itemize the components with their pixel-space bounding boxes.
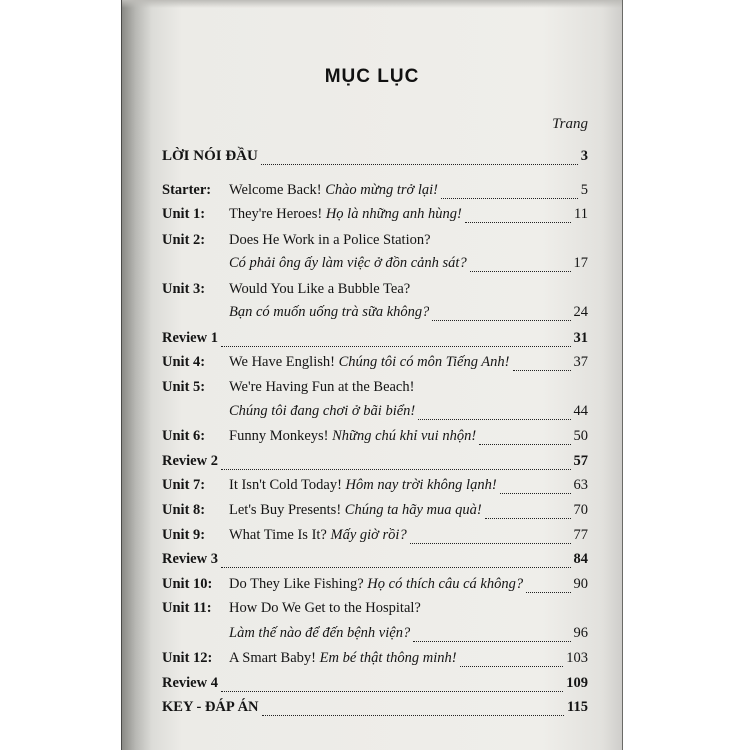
toc-entry-english: How Do We Get to the Hospital? — [229, 600, 421, 616]
toc-entry-title — [229, 232, 431, 249]
toc-entry — [162, 600, 588, 622]
toc-entry — [162, 477, 588, 499]
toc-page-number: 90 — [573, 576, 588, 592]
toc-entry-title — [229, 182, 438, 199]
dot-leader — [221, 690, 563, 692]
dot-leader — [460, 665, 564, 667]
toc-entry — [162, 281, 588, 303]
toc-entry-english: A Smart Baby! — [229, 650, 320, 666]
toc-entry-vietnamese: Có phải ông ấy làm việc ở đồn cảnh sát? — [229, 255, 467, 271]
dot-leader — [221, 345, 571, 347]
toc-entry-title — [229, 379, 414, 396]
page-title: MỤC LỤC — [324, 66, 420, 87]
toc-entry — [162, 675, 588, 697]
dot-leader — [418, 418, 570, 420]
toc-entry-title — [229, 502, 482, 519]
toc-entry-english: It Isn't Cold Today! — [229, 477, 346, 493]
toc-entry-label: Review 4 — [162, 675, 218, 691]
toc-page-number: 3 — [580, 148, 588, 164]
toc-entry-label: Unit 6: — [162, 428, 206, 444]
toc-entry-vietnamese: Em bé thật thông minh! — [319, 650, 457, 666]
toc-entry — [162, 182, 588, 204]
toc-entry — [162, 403, 588, 425]
dot-leader — [410, 542, 571, 544]
toc-entry-title — [229, 527, 407, 544]
toc-entry — [162, 148, 588, 170]
toc-entry-label: Unit 11: — [162, 600, 212, 616]
toc-entry-title — [229, 428, 476, 445]
toc-entry-label: Unit 1: — [162, 206, 206, 222]
toc-entry — [162, 551, 588, 573]
dot-leader — [485, 517, 571, 519]
toc-page-number: 11 — [574, 206, 588, 222]
toc-entry-vietnamese: Chào mừng trở lại! — [325, 182, 438, 198]
toc-page-number: 50 — [573, 428, 588, 444]
dot-leader — [526, 591, 570, 593]
toc-page-number: 96 — [573, 625, 588, 641]
toc-page-number: 77 — [573, 527, 588, 543]
toc-entry-label: Unit 12: — [162, 650, 213, 666]
toc-page-number: 57 — [573, 453, 588, 469]
dot-leader — [441, 197, 578, 199]
toc-entry-english: Would You Like a Bubble Tea? — [229, 281, 411, 297]
toc-entry-english: Welcome Back! — [229, 182, 326, 198]
toc-page-number: 115 — [567, 699, 588, 715]
toc-entry-label: Review 2 — [162, 453, 218, 469]
toc-entry-vietnamese: Bạn có muốn uống trà sữa không? — [229, 304, 430, 320]
toc-entry-vietnamese: Hôm nay trời không lạnh! — [345, 477, 497, 493]
toc-entry — [162, 330, 588, 352]
dot-leader — [513, 369, 571, 371]
dot-leader — [500, 492, 571, 494]
toc-entry — [162, 650, 588, 672]
dot-leader — [479, 443, 570, 445]
toc-page-number: 17 — [573, 255, 588, 271]
toc-entry-vietnamese: Mấy giờ rồi? — [330, 527, 407, 543]
toc-entry — [162, 354, 588, 376]
toc-entry — [162, 206, 588, 228]
toc-entry-title — [229, 650, 457, 667]
toc-entry-english: Do They Like Fishing? — [229, 576, 368, 592]
toc-entry-english: What Time Is It? — [229, 527, 331, 543]
toc-entry-label: LỜI NÓI ĐẦU — [162, 148, 258, 164]
toc-entry-label: Review 3 — [162, 551, 218, 567]
toc-entry-title — [162, 625, 410, 642]
dot-leader — [432, 319, 570, 321]
toc-page-number: 63 — [573, 477, 588, 493]
toc-entry — [162, 304, 588, 326]
toc-entry — [162, 576, 588, 598]
page-shadow — [122, 0, 622, 8]
toc-entry-label: Unit 8: — [162, 502, 206, 518]
toc-entry-english: Does He Work in a Police Station? — [229, 232, 431, 248]
toc-page-number: 109 — [566, 675, 588, 691]
toc-entry-label: Unit 2: — [162, 232, 206, 248]
toc-entry-title — [162, 304, 429, 321]
toc-entry-vietnamese: Chúng tôi đang chơi ở bãi biển! — [229, 403, 416, 419]
toc-entry-vietnamese: Họ có thích câu cá không? — [367, 576, 524, 592]
toc-page-number: 44 — [573, 403, 588, 419]
toc-page-number: 37 — [573, 354, 588, 370]
toc-entry-vietnamese: Chúng ta hãy mua quà! — [344, 502, 482, 518]
toc-page-number: 103 — [566, 650, 588, 666]
toc-entry-label: KEY - ĐÁP ÁN — [162, 699, 259, 715]
toc-entry-english: We Have English! — [229, 354, 339, 370]
toc-entry-english: Funny Monkeys! — [229, 428, 333, 444]
toc-entry-label: Unit 4: — [162, 354, 206, 370]
toc-entry-label: Review 1 — [162, 330, 218, 346]
toc-entry-title — [229, 477, 497, 494]
toc-entry — [162, 625, 588, 647]
toc-page-number: 24 — [573, 304, 588, 320]
dot-leader — [470, 270, 571, 272]
dot-leader — [465, 221, 571, 223]
toc-entry-label: Unit 9: — [162, 527, 206, 543]
dot-leader — [413, 640, 570, 642]
toc-entry-vietnamese: Làm thế nào để đến bệnh viện? — [229, 625, 411, 641]
toc-entry-title — [229, 206, 462, 223]
dot-leader — [221, 566, 571, 568]
dot-leader — [261, 163, 578, 165]
page-column-label: Trang — [552, 116, 588, 132]
book-page — [121, 0, 623, 750]
toc-entry — [162, 379, 588, 401]
toc-entry-english: Let's Buy Presents! — [229, 502, 345, 518]
toc-page-number: 70 — [573, 502, 588, 518]
toc-entry — [162, 255, 588, 277]
toc-entry-vietnamese: Họ là những anh hùng! — [325, 206, 462, 222]
toc-entry — [162, 232, 588, 254]
toc-entry — [162, 453, 588, 475]
toc-entry — [162, 699, 588, 721]
toc-entry-label: Starter: — [162, 182, 212, 198]
toc-page-number: 84 — [573, 551, 588, 567]
toc-entry-vietnamese: Chúng tôi có môn Tiếng Anh! — [338, 354, 510, 370]
toc-entry-title — [229, 600, 421, 617]
toc-entry-vietnamese: Những chú khỉ vui nhộn! — [332, 428, 477, 444]
toc-entry — [162, 428, 588, 450]
toc-entry-label: Unit 7: — [162, 477, 206, 493]
toc-entry-title — [162, 403, 415, 420]
toc-entry-english: We're Having Fun at the Beach! — [229, 379, 415, 395]
toc-page-number: 31 — [573, 330, 588, 346]
toc-entry — [162, 502, 588, 524]
toc-entry-title — [229, 576, 523, 593]
toc-entry-english: They're Heroes! — [229, 206, 326, 222]
toc-entry-title — [162, 255, 467, 272]
toc-entry-title — [229, 354, 510, 371]
dot-leader — [262, 714, 565, 716]
toc-entry-title — [229, 281, 410, 298]
dot-leader — [221, 468, 571, 470]
toc-entry-label: Unit 5: — [162, 379, 206, 395]
toc-entry-label: Unit 10: — [162, 576, 213, 592]
toc-entry — [162, 527, 588, 549]
toc-entry-label: Unit 3: — [162, 281, 206, 297]
toc-page-number: 5 — [580, 182, 588, 198]
